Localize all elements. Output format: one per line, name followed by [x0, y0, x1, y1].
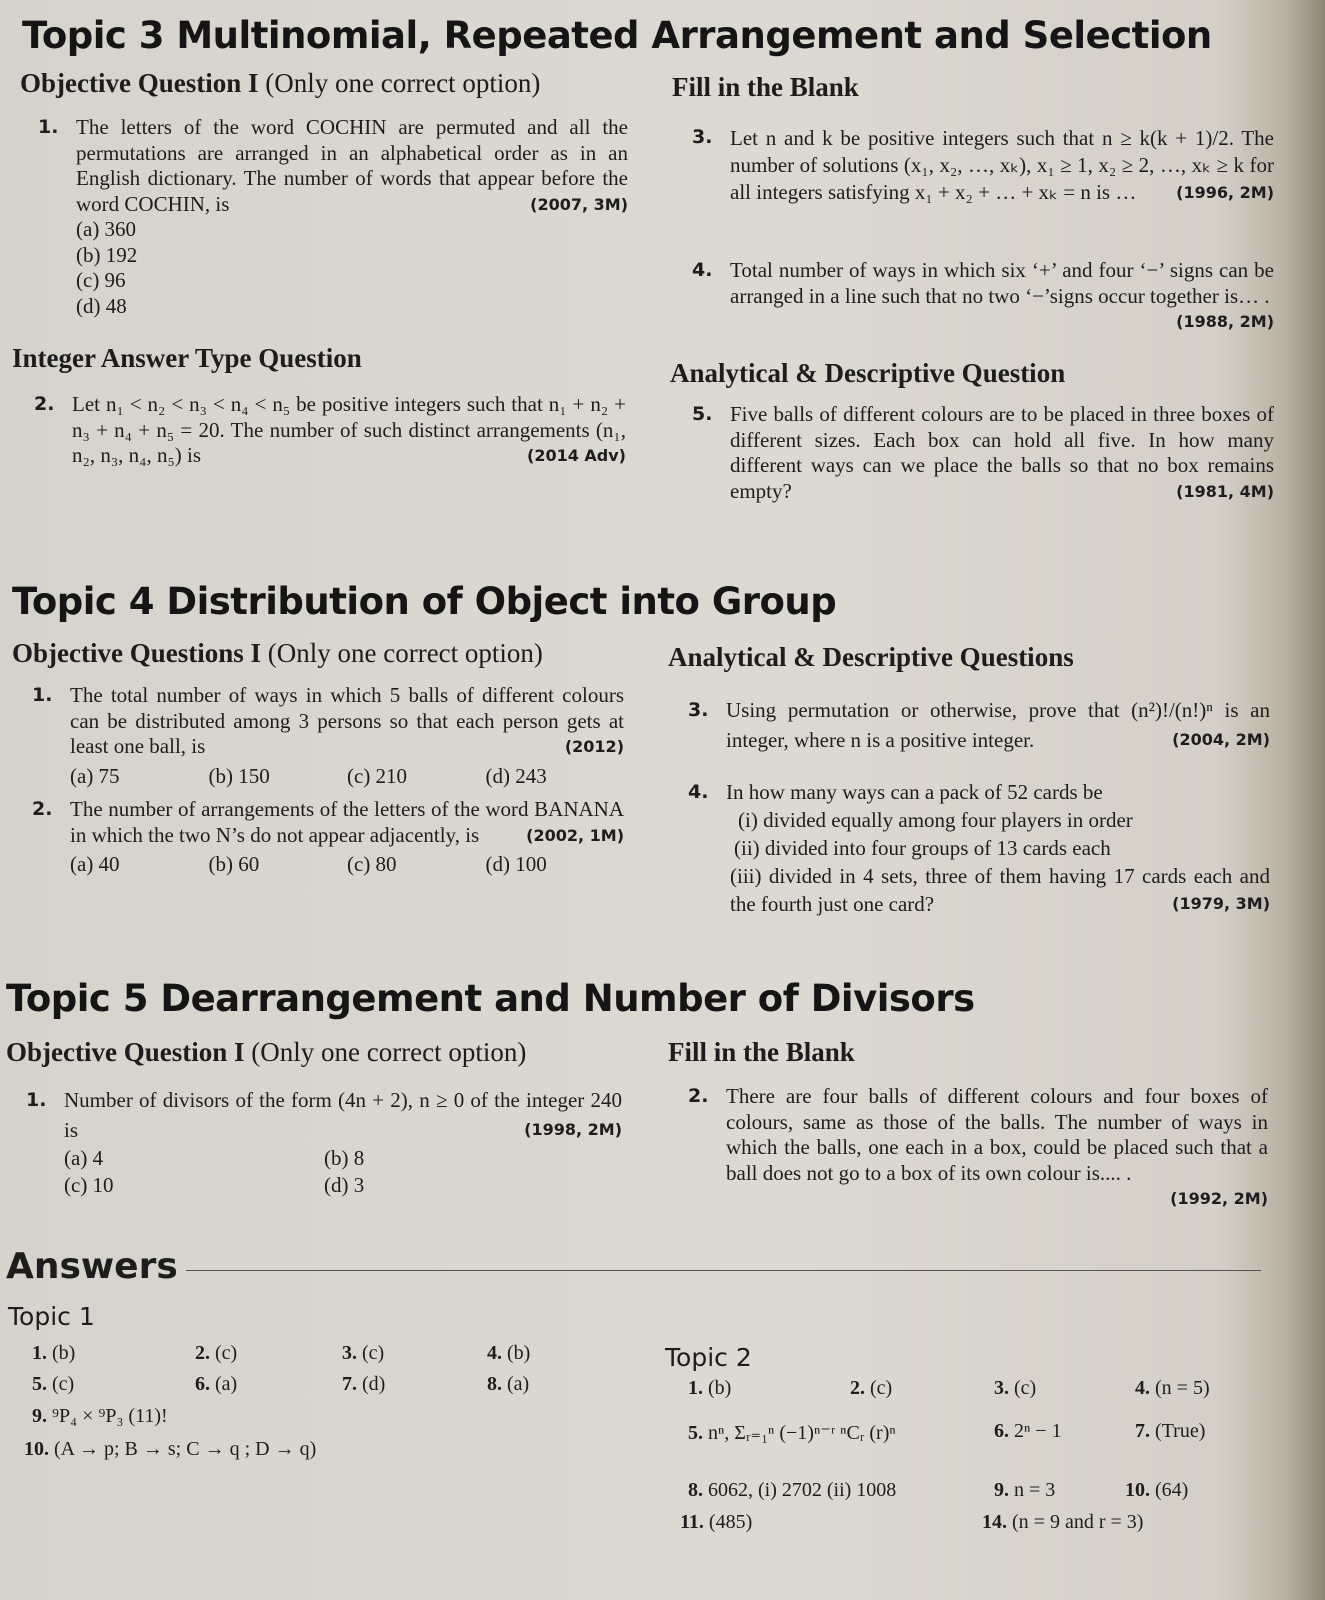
option-d: (d) 3	[324, 1173, 365, 1197]
option-b: (b) 60	[208, 852, 260, 876]
answer-value: 2ⁿ − 1	[1014, 1420, 1062, 1442]
answer-value: (a)	[507, 1373, 530, 1395]
answer-number: 11.	[680, 1511, 704, 1533]
answer-item	[195, 1373, 237, 1396]
answer-item	[994, 1420, 1062, 1443]
question-text: The letters of the word COCHIN are permuted and all the permutations are arranged in an alphabetical order as in an English dictionary. The number of words that appear before the word COCHIN, is	[76, 115, 628, 216]
heading-note: (Only one correct option)	[265, 68, 541, 98]
option-a: (a) 40	[70, 852, 120, 876]
answer-number: 6.	[994, 1420, 1009, 1442]
question-number: 1.	[26, 1089, 47, 1111]
answer-number: 10.	[24, 1438, 49, 1460]
question-year: (1998, 2M)	[524, 1120, 622, 1139]
topic-3-title: Topic 3 Multinomial, Repeated Arrangement and Selection	[22, 14, 1212, 57]
answer-value: (485)	[708, 1511, 753, 1533]
question-text: Number of divisors of the form (4n + 2), n ≥ 0 of the integer 240 is	[64, 1088, 622, 1142]
answer-item	[850, 1377, 892, 1400]
answer-value: 6062, (i) 2702 (ii) 1008	[708, 1479, 897, 1501]
answer-item	[24, 1438, 316, 1461]
answer-item	[982, 1511, 1143, 1534]
answer-number: 5.	[32, 1373, 47, 1395]
answer-value: (c)	[870, 1377, 893, 1399]
answer-number: 7.	[1135, 1420, 1150, 1442]
answer-value: (b)	[52, 1342, 76, 1364]
answer-item	[32, 1373, 74, 1396]
topic-5-title: Topic 5 Dearrangement and Number of Divisors	[6, 977, 975, 1020]
answer-number: 5.	[688, 1422, 703, 1444]
option-c: (c) 10	[64, 1173, 114, 1197]
option-a: (a) 360	[76, 217, 137, 241]
topic-3-objective-heading	[20, 68, 540, 99]
answer-number: 9.	[32, 1405, 47, 1427]
question-text: Let n₁ < n₂ < n₃ < n₄ < n₅ be positive integers such that n₁ + n₂ + n₃ + n₄ + n₅ = 20. The number of such distinct arrangements (n₁, n₂, n₃, n₄, n₅) is	[72, 392, 626, 467]
answer-item	[688, 1377, 731, 1400]
question-number: 4.	[688, 781, 709, 803]
option-a: (a) 4	[64, 1146, 104, 1170]
answer-value: (c)	[215, 1342, 238, 1364]
answer-value: nⁿ, Σᵣ₌₁ⁿ (−1)ⁿ⁻ʳ ⁿCᵣ (r)ⁿ	[708, 1422, 896, 1444]
t4-question-3	[688, 695, 1270, 755]
option-d: (d) 48	[76, 293, 127, 318]
question-part-iii: (iii) divided in 4 sets, three of them having 17 cards each and the fourth just one card?	[730, 864, 1270, 916]
topic-5-objective-heading	[6, 1037, 526, 1068]
question-text: The number of arrangements of the letters of the word BANANA in which the two N’s do not appear adjacently, is	[70, 797, 624, 847]
heading-text: Objective Questions I	[12, 638, 261, 668]
question-part-ii: (ii) divided into four groups of 13 cards each	[734, 836, 1111, 860]
answer-item	[342, 1342, 384, 1365]
question-text: The total number of ways in which 5 balls of different colours can be distributed among 3 persons so that each person gets at least one ball, is	[70, 683, 624, 758]
answer-item	[680, 1511, 752, 1534]
question-text: Five balls of different colours are to be placed in three boxes of different sizes. Each box can hold all five. In how many different ways can we place the balls so that no box remains empty?	[730, 402, 1274, 503]
option-b: (b) 150	[208, 763, 270, 788]
option-b: (b) 192	[76, 242, 138, 267]
question-year: (1992, 2M)	[1170, 1189, 1268, 1208]
answer-value: (64)	[1155, 1479, 1189, 1501]
question-number: 3.	[688, 699, 709, 721]
question-number: 2.	[32, 798, 53, 820]
question-part-i: (i) divided equally among four players in order	[738, 808, 1133, 832]
option-c: (c) 80	[347, 852, 397, 876]
answer-item	[32, 1342, 75, 1365]
topic-3-analytical-heading: Analytical & Descriptive Question	[670, 358, 1066, 388]
answers-topic-2-title: Topic 2	[665, 1343, 752, 1372]
answer-value: (A → p; B → s; C → q ; D → q)	[54, 1438, 317, 1460]
answer-item	[994, 1377, 1036, 1400]
heading-note: (Only one correct option)	[251, 1037, 527, 1067]
question-year: (2004, 2M)	[1172, 730, 1270, 749]
question-text: Let n and k be positive integers such that n ≥ k(k + 1)/2. The number of solutions (x₁, x₂, …, xₖ), x₁ ≥ 1, x₂ ≥ 2, …, xₖ ≥ k for all integers satisfying x₁ + x₂ + … + xₖ = n is …	[730, 126, 1274, 204]
topic-4-title: Topic 4 Distribution of Object into Group	[12, 580, 837, 623]
answer-number: 1.	[32, 1342, 47, 1364]
option-c: (c) 210	[347, 763, 408, 788]
t3-question-4	[692, 258, 1274, 335]
question-year: (2007, 3M)	[530, 194, 628, 214]
question-text: In how many ways can a pack of 52 cards be	[726, 780, 1103, 804]
topic-3-integer-heading: Integer Answer Type Question	[12, 343, 362, 373]
answer-item	[994, 1479, 1055, 1502]
answer-number: 8.	[688, 1479, 703, 1501]
answer-item	[32, 1405, 168, 1428]
answer-value: (c)	[1014, 1377, 1037, 1399]
question-number: 1.	[32, 684, 53, 706]
answer-number: 2.	[195, 1342, 210, 1364]
option-d: (d) 100	[485, 852, 547, 876]
question-year: (1981, 4M)	[1176, 481, 1274, 501]
answer-value: (n = 9 and r = 3)	[1012, 1511, 1144, 1533]
answer-number: 3.	[342, 1342, 357, 1364]
question-text: Using permutation or otherwise, prove that (n²)!/(n!)ⁿ is an integer, where n is a positive integer.	[726, 698, 1270, 752]
answer-item	[487, 1373, 529, 1396]
t3-question-2	[34, 392, 626, 469]
t3-question-5	[692, 402, 1274, 504]
answer-value: (True)	[1155, 1420, 1206, 1442]
answer-item	[1135, 1377, 1210, 1400]
question-year: (1979, 3M)	[1172, 894, 1270, 913]
answer-number: 6.	[195, 1373, 210, 1395]
answer-value: n = 3	[1014, 1479, 1056, 1501]
question-year: (1996, 2M)	[1176, 183, 1274, 202]
answer-number: 8.	[487, 1373, 502, 1395]
answer-item	[487, 1342, 530, 1365]
answer-value: (d)	[362, 1373, 386, 1395]
answer-item	[195, 1342, 237, 1365]
question-number: 5.	[692, 403, 713, 425]
answer-number: 4.	[487, 1342, 502, 1364]
answer-item	[1125, 1479, 1188, 1502]
answer-value: (b)	[507, 1342, 531, 1364]
answer-number: 1.	[688, 1377, 703, 1399]
t3-question-3	[692, 125, 1274, 206]
t4-question-4	[688, 778, 1270, 918]
answer-value: (c)	[52, 1373, 75, 1395]
answer-number: 10.	[1125, 1479, 1150, 1501]
question-number: 3.	[692, 126, 713, 148]
option-d: (d) 243	[485, 763, 547, 788]
answer-number: 2.	[850, 1377, 865, 1399]
answer-value: ⁹P₄ × ⁹P₃ (11)!	[52, 1405, 168, 1427]
topic-4-analytical-heading: Analytical & Descriptive Questions	[668, 642, 1074, 672]
answers-divider	[186, 1270, 1261, 1271]
heading-text: Objective Question I	[6, 1037, 245, 1067]
answer-value: (b)	[708, 1377, 732, 1399]
question-year: (1988, 2M)	[1176, 312, 1274, 331]
heading-note: (Only one correct option)	[267, 638, 543, 668]
topic-4-objective-heading	[12, 638, 543, 669]
question-number: 2.	[688, 1085, 709, 1107]
answer-number: 4.	[1135, 1377, 1150, 1399]
heading-text: Objective Question I	[20, 68, 259, 98]
question-year: (2014 Adv)	[527, 446, 626, 465]
option-b: (b) 8	[324, 1146, 365, 1170]
t5-question-1	[26, 1085, 622, 1199]
question-text: There are four balls of different colours and four boxes of colours, same as those of the balls. The number of ways in which the balls, one each in a box, could be placed such that a ball does not go to a box of its own colour is.... .	[726, 1084, 1268, 1185]
answer-number: 7.	[342, 1373, 357, 1395]
option-a: (a) 75	[70, 763, 120, 788]
t4-question-2	[32, 797, 624, 878]
question-number: 2.	[34, 393, 55, 415]
answer-value: (c)	[362, 1342, 385, 1364]
t4-question-1	[32, 683, 624, 789]
t5-question-2	[688, 1084, 1268, 1212]
question-year: (2002, 1M)	[526, 825, 624, 845]
question-number: 4.	[692, 259, 713, 281]
question-year: (2012)	[564, 737, 624, 756]
answers-title: Answers	[6, 1246, 178, 1287]
answer-number: 3.	[994, 1377, 1009, 1399]
question-text: Total number of ways in which six ‘+’ and four ‘−’ signs can be arranged in a line such that no two ‘−’signs occur together is… .	[730, 258, 1274, 308]
t3-question-1	[38, 115, 628, 319]
topic-3-fill-heading: Fill in the Blank	[672, 72, 859, 102]
answers-topic-1-title: Topic 1	[8, 1302, 95, 1331]
question-number: 1.	[38, 116, 59, 138]
answer-item	[688, 1479, 896, 1502]
answer-item	[688, 1420, 896, 1445]
answer-value: (a)	[215, 1373, 238, 1395]
option-c: (c) 96	[76, 268, 126, 292]
answer-value: (n = 5)	[1155, 1377, 1210, 1399]
answer-number: 14.	[982, 1511, 1007, 1533]
topic-5-fill-heading: Fill in the Blank	[668, 1037, 855, 1067]
answer-item	[342, 1373, 385, 1396]
answer-number: 9.	[994, 1479, 1009, 1501]
answer-item	[1135, 1420, 1205, 1443]
